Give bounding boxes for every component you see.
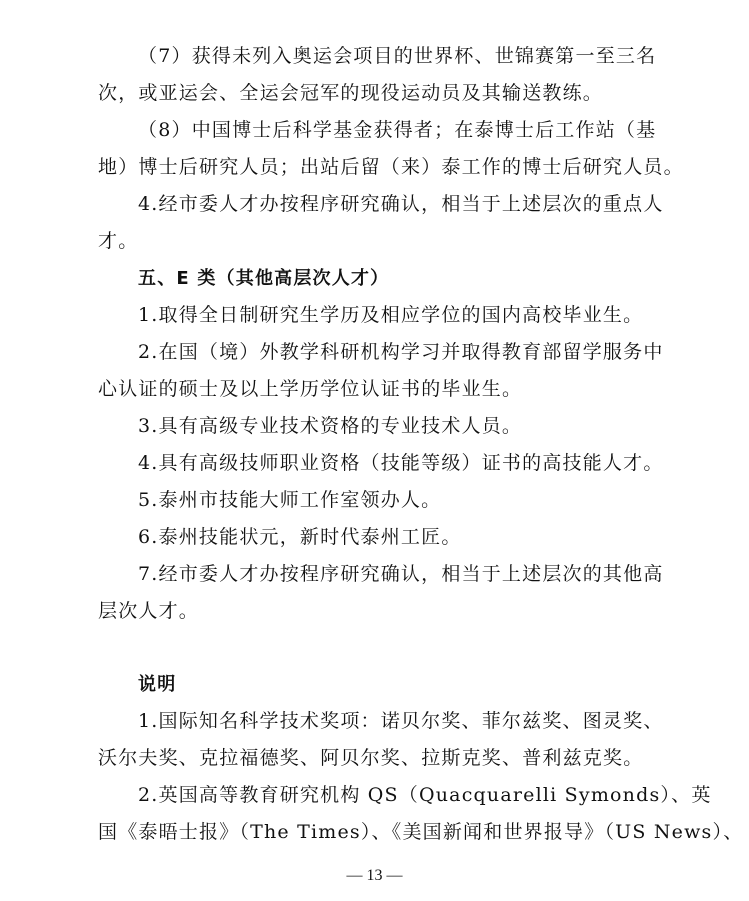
paragraph-line: 2.在国（境）外教学科研机构学习并取得教育部留学服务中 [138, 341, 664, 363]
page-number: — 13 — [346, 867, 403, 884]
section-heading: 五、E 类（其他高层次人才） [138, 268, 390, 289]
paragraph-line: （8）中国博士后科学基金获得者；在泰博士后工作站（基 [138, 119, 657, 141]
paragraph-line: 3.具有高级专业技术资格的专业技术人员。 [138, 415, 523, 437]
blank-line [98, 630, 668, 666]
paragraph-line: 6.泰州技能状元，新时代泰州工匠。 [138, 526, 462, 548]
paragraph-line: 次，或亚运会、全运会冠军的现役运动员及其输送教练。 [98, 82, 604, 104]
notes-heading: 说明 [138, 674, 177, 695]
paragraph-line: 1.取得全日制研究生学历及相应学位的国内高校毕业生。 [138, 304, 644, 326]
paragraph-line: 4.经市委人才办按程序研究确认，相当于上述层次的重点人 [138, 193, 664, 215]
paragraph-line: 4.具有高级技师职业资格（技能等级）证书的高技能人才。 [138, 452, 664, 474]
document-body [98, 38, 744, 851]
paragraph-line: 国《泰晤士报》（The Times）、《美国新闻和世界报导》（US News）、 [98, 821, 744, 843]
paragraph-line: 地）博士后研究人员；出站后留（来）泰工作的博士后研究人员。 [98, 156, 684, 178]
paragraph-line: 心认证的硕士及以上学历学位认证书的毕业生。 [98, 378, 523, 400]
paragraph-line: 沃尔夫奖、克拉福德奖、阿贝尔奖、拉斯克奖、普利兹克奖。 [98, 747, 644, 769]
paragraph-line: 2.英国高等教育研究机构 QS（Quacquarelli Symonds）、英 [138, 784, 712, 806]
paragraph-line: 1.国际知名科学技术奖项：诺贝尔奖、菲尔兹奖、图灵奖、 [138, 710, 664, 732]
paragraph-line: 5.泰州市技能大师工作室领办人。 [138, 489, 442, 511]
paragraph-line: 才。 [98, 230, 139, 252]
paragraph-line: 7.经市委人才办按程序研究确认，相当于上述层次的其他高 [138, 563, 664, 585]
paragraph-line: （7）获得未列入奥运会项目的世界杯、世锦赛第一至三名 [138, 45, 657, 67]
paragraph-line: 层次人才。 [98, 600, 200, 622]
